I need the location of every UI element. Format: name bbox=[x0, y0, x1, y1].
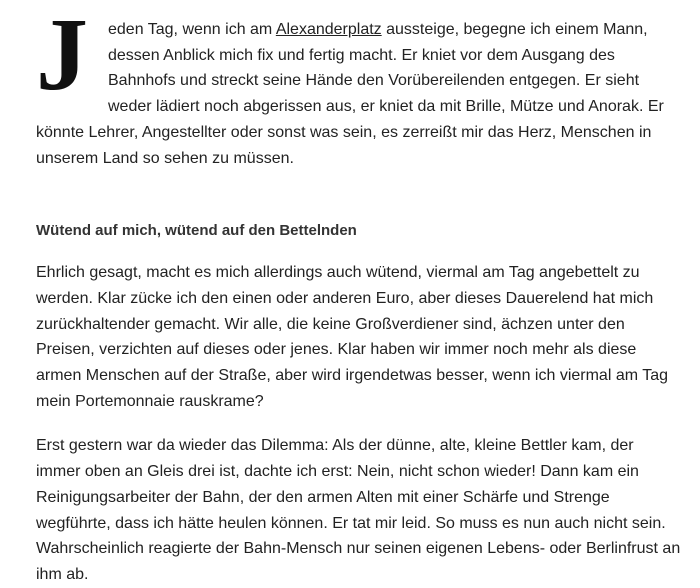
intro-text-start: eden Tag, wenn ich am bbox=[108, 21, 276, 38]
paragraph-3: Erst gestern war da wieder das Dilemma: Als der dünne, alte, kleine Bettler kam, der immer oben an Gleis drei ist, dachte ich erst: Nein, nicht schon wieder! Dann kam ein Reinigungsarbeiter der Bahn, der den armen Alten mit einer Schärfe und Strenge wegführte, dass ich hätte heulen können. Er tat mir leid. So muss es nun auch nicht sein. Wahrscheinlich reagierte der Bahn-Mensch nur seinen eigenen Lebens- oder Berlinfrust an ihm ab. bbox=[36, 437, 681, 583]
drop-cap: J bbox=[36, 0, 88, 112]
paragraph-2: Ehrlich gesagt, macht es mich allerdings auch wütend, viermal am Tag angebettelt zu werden. Klar zücke ich den einen oder anderen Euro, aber dieses Dauerelend hat mich zurückhaltender gemacht. Wir alle, die keine Großverdiener sind, ächzen unter den Preisen, verzichten auf dieses oder jenes. Klar haben wir immer noch mehr als diese armen Menschen auf der Straße, aber wird irgendetwas besser, wenn ich viermal am Tag mein Portemonnaie rauskrame? bbox=[36, 264, 669, 410]
section-subheading: Wütend auf mich, wütend auf den Bettelnden bbox=[36, 222, 357, 240]
intro-paragraph bbox=[36, 0, 681, 171]
article-body bbox=[36, 0, 681, 588]
intro-text-rest: aussteige, begegne ich einem Mann, dessen Anblick mich fix und fertig macht. Er kniet vor dem Ausgang des Bahnhofs und streckt seine Hände den Vorübereilenden entgegen. Er sieht weder lädiert noch abgerissen aus, er kniet da mit Brille, Mütze und Anorak. Er könnte Lehrer, Angestellter oder sonst was sein, es zerreißt mir das Herz, Menschen in unserem Land so sehen zu müssen. bbox=[36, 21, 664, 167]
alexanderplatz-link[interactable]: Alexanderplatz bbox=[275, 21, 382, 38]
